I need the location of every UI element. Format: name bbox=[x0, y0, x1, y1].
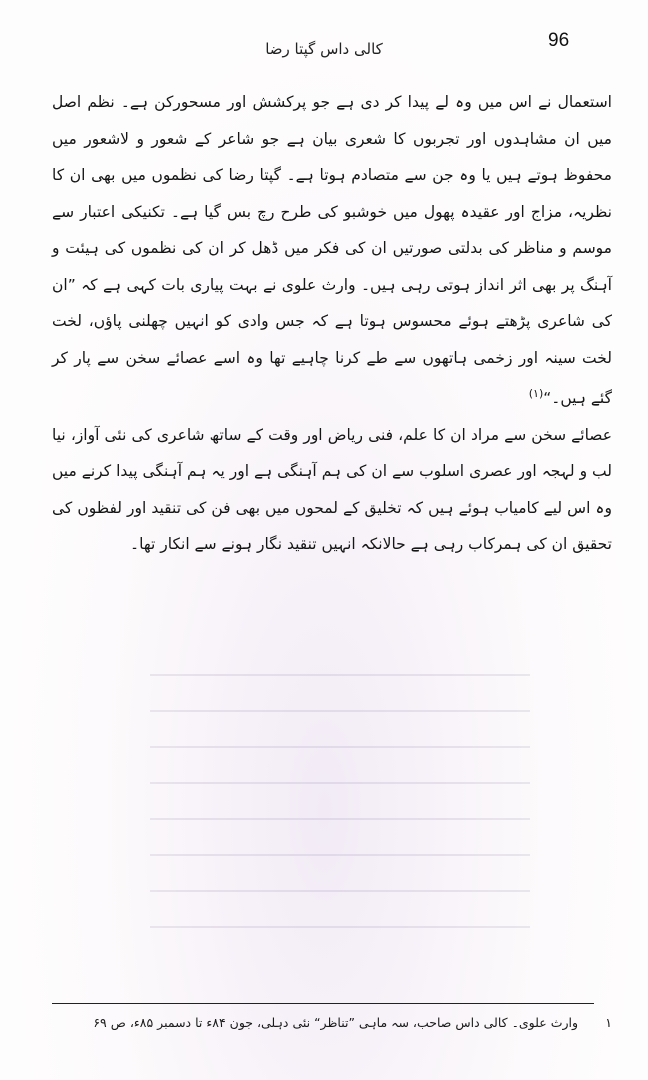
page-number: 96 bbox=[548, 30, 570, 51]
footnote-number: ۱ bbox=[605, 1015, 612, 1030]
footnote-divider bbox=[52, 1003, 594, 1004]
footnote-text: وارث علوی۔ کالی داس صاحب، سہ ماہی ”تناظر“ نئی دہلی، جون ۸۴ء تا دسمبر ۸۵ء، ص ۶۹ bbox=[93, 1015, 579, 1030]
paragraph-1 bbox=[52, 84, 612, 417]
show-through-texture bbox=[150, 640, 530, 960]
paragraph-2: عصائے سخن سے مراد ان کا علم، فنی ریاض اور وقت کے ساتھ شاعری کی نئی آواز، نیا لب و لہجہ اور عصری اسلوب سے ان کی ہم آہنگی ہے اور یہ ہم آہنگی پیدا کرنے میں وہ اس لیے کامیاب ہوئے ہیں کہ تخلیق کے لمحوں میں بھی فن کی تنقید اور لفظوں کی تحقیق ان کی ہمرکاب رہی ہے حالانکہ انہیں تنقید نگار ہونے سے انکار تھا۔ bbox=[52, 425, 612, 554]
body-text bbox=[52, 84, 612, 563]
reference-marker: (۱) bbox=[528, 387, 544, 400]
paragraph-1-text: استعمال نے اس میں وہ لے پیدا کر دی ہے جو پرکشش اور مسحورکن ہے۔ نظم اصل میں ان مشاہدوں اور تجربوں کا شعری بیان ہے جو شاعر کے شعور و لاشعور میں محفوظ ہوتے ہیں یا وہ جن سے متصادم ہوتا ہے۔ گپتا رضا کی نظموں میں بھی ان کا نظریہ، مزاج اور عقیدہ پھول میں خوشبو کی طرح رچ بس گیا ہے۔ تکنیکی اعتبار سے موسم و مناظر کی بدلتی صورتیں ان کی فکر میں ڈھل کر ان کی نظموں کی ہیئت و آہنگ پر بھی اثر انداز ہوتی رہی ہیں۔ وارث علوی نے بہت پیاری بات کہی ہے کہ ”ان کی شاعری پڑھتے ہوئے محسوس ہوتا ہے کہ جس وادی کو انہیں چھلنی پاؤں، لخت لخت سینہ اور زخمی ہاتھوں سے طے کرنا چاہیے تھا وہ اسے عصائے سخن سے پار کر گئے ہیں۔“ bbox=[52, 93, 612, 408]
running-head: کالی داس گپتا رضا bbox=[265, 40, 383, 58]
footnote bbox=[52, 1015, 612, 1030]
